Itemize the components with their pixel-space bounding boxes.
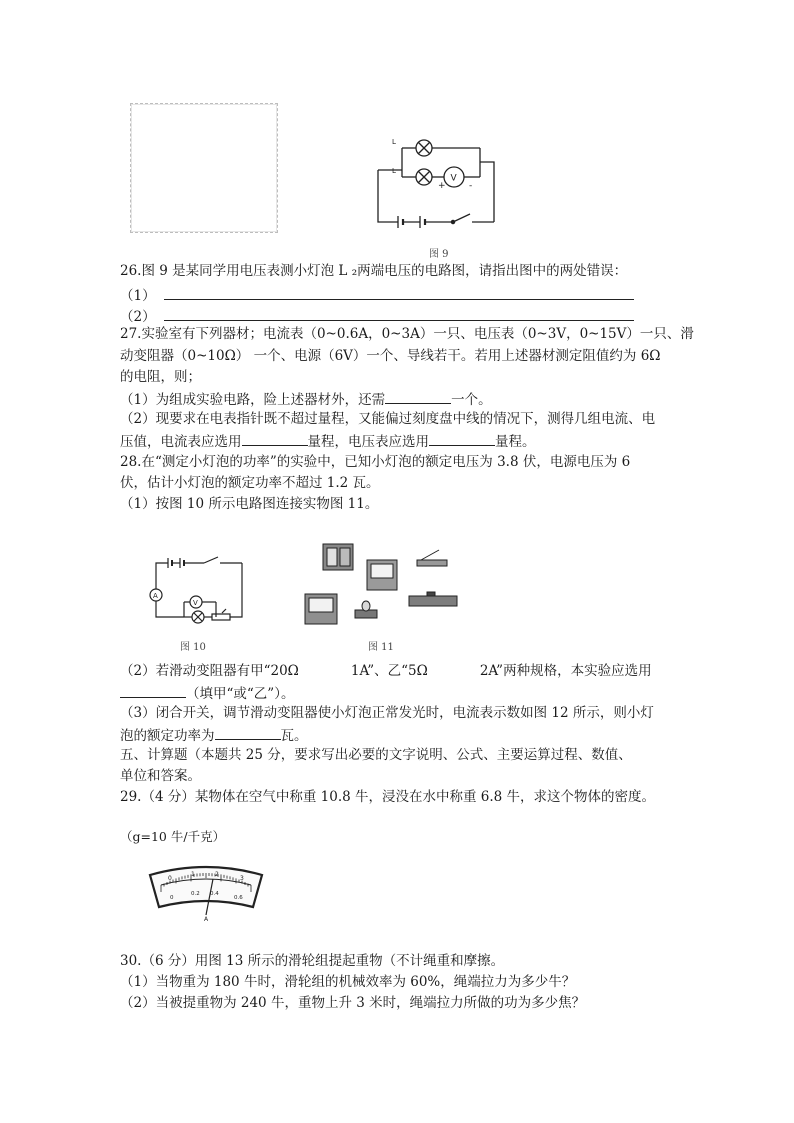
figure-9-circuit (368, 130, 508, 230)
q26-item-2 (120, 306, 634, 326)
q26-item-2-label: （2） (120, 309, 156, 325)
q28-p2-text-b: 1A”、乙“5Ω (350, 663, 428, 679)
q28-answer-power[interactable] (215, 725, 281, 740)
ammeter-label: A (153, 592, 158, 600)
q27-p2-text: 压值，电流表应选用 (120, 434, 242, 450)
q27-p1-text: （1）为组成实验电路，险上述器材外，还需 (120, 392, 386, 408)
q28-answer-rheostat[interactable] (120, 683, 186, 698)
q27-p2-suffix: 量程。 (495, 434, 536, 450)
voltmeter-label: V (193, 599, 198, 607)
q28-part-2b (120, 683, 294, 703)
dial-bottom-0: 0 (170, 895, 174, 901)
section-5-line-1: 五、计算题（本题共 25 分，要求写出必要的文字说明、公式、主要运算过程、数值、 (120, 747, 632, 763)
q29-text: 29.（4 分）某物体在空气中称重 10.8 牛，浸没在水中称重 6.8 牛，求这个物体的密度。 (120, 789, 656, 805)
dial-bottom-2: 0.4 (210, 891, 219, 897)
figure-10-circuit (146, 555, 246, 633)
q28-line-1: 28.在“测定小灯泡的功率”的实验中，已知小灯泡的额定电压为 3.8 伏，电源电压为 6 (120, 454, 631, 470)
figure-11-caption: 图 11 (368, 642, 394, 653)
q28-line-2: 伏，估计小灯泡的额定功率不超过 1.2 瓦。 (120, 475, 380, 491)
q27-part-2a: （2）现要求在电表指针既不超过量程，又能偏过刻度盘中线的情况下，测得几组电流、电 (120, 411, 656, 427)
q27-line-2: 动变阻器（0~10Ω） 一个、电源（6V）一个、导线若干。若用上述器材测定阻值约为 6Ω (120, 348, 661, 364)
q30-part-1: （1）当物重为 180 牛时，滑轮组的机械效率为 60%，绳端拉力为多少牛？ (120, 974, 576, 990)
figure-10-caption: 图 10 (180, 642, 206, 653)
q28-p2-text-a: （2）若滑动变阻器有甲“20Ω (120, 663, 299, 679)
q28-p2-text-c: 2A”两种规格，本实验应选用 (479, 663, 652, 679)
q27-line-1: 27.实验室有下列器材；电流表（0~0.6A，0~3A）一只、电压表（0~3V，0~15V）一只、滑 (120, 326, 694, 342)
dial-top-2: 2 (215, 871, 219, 878)
section-5-line-2: 单位和答案。 (120, 768, 201, 784)
voltmeter-plus: + (438, 181, 446, 191)
l2-label: L (392, 167, 396, 175)
q28-part-2a (120, 662, 652, 680)
ammeter-dial-figure (147, 863, 265, 923)
q28-part-1: （1）按图 10 所示电路图连接实物图 11。 (120, 496, 379, 512)
q26-text: 26.图 9 是某同学用电压表测小灯泡 L ₂两端电压的电路图，请指出图中的两处错误： (120, 263, 628, 279)
q28-part-3b (120, 725, 308, 745)
dial-bottom-1: 0.2 (191, 891, 200, 897)
q26-item-1 (120, 285, 634, 305)
q26-answer-2[interactable] (164, 306, 634, 321)
q28-p2-suffix: （填甲“或“乙”）。 (186, 686, 295, 702)
q26-item-1-label: （1） (120, 288, 156, 304)
q30-text: 30.（6 分）用图 13 所示的滑轮组提起重物（不计绳重和摩擦。 (120, 953, 505, 969)
dial-top-1: 1 (191, 871, 195, 878)
q27-p2-mid: 量程，电压表应选用 (307, 434, 429, 450)
l1-label: L (392, 138, 396, 146)
q27-p1-suffix: 一个。 (451, 392, 492, 408)
q26-answer-1[interactable] (164, 285, 634, 300)
q27-answer-voltmeter-range[interactable] (429, 431, 495, 446)
dial-top-0: 0 (168, 875, 172, 882)
q27-answer-ammeter-range[interactable] (242, 431, 308, 446)
q27-answer-1[interactable] (385, 389, 451, 404)
dial-unit: A (204, 916, 209, 923)
voltmeter-label: V (450, 173, 457, 184)
q30-part-2: （2）当被提重物为 240 牛，重物上升 3 米时，绳端拉力所做的功为多少焦？ (120, 995, 586, 1011)
q28-p3-suffix: 瓦。 (280, 728, 308, 744)
q27-part-2b (120, 431, 536, 451)
q28-part-3a: （3）闭合开关，调节滑动变阻器使小灯泡正常发光时，电流表示数如图 12 所示，则小灯 (120, 705, 654, 721)
q28-p3-text: 泡的额定功率为 (120, 728, 215, 744)
dial-bottom-3: 0.6 (234, 895, 243, 901)
dial-top-3: 3 (240, 875, 244, 882)
q29-gravity-note: （g=10 牛/千克） (120, 829, 226, 844)
q27-part-1 (120, 389, 492, 409)
figure-9-caption: 图 9 (429, 249, 449, 260)
blank-answer-frame (130, 103, 278, 233)
q27-line-3: 的电阻，则； (120, 369, 201, 385)
voltmeter-minus: - (469, 181, 473, 191)
figure-11-equipment (297, 538, 461, 634)
